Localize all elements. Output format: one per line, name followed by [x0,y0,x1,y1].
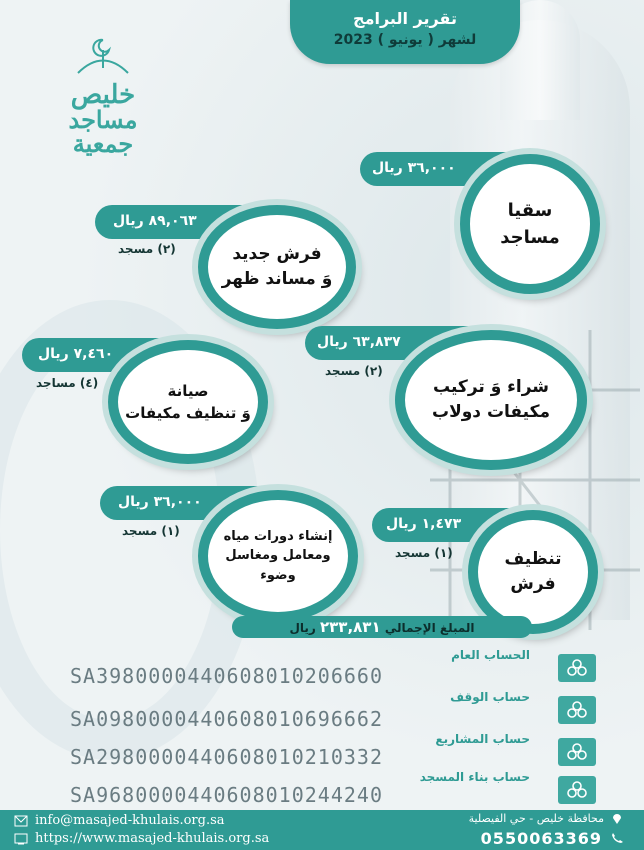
report-subtitle: لشهر ( يونيو ) 2023 [333,32,477,48]
svg-text:مساجد: مساجد [68,105,138,134]
program-name-line2: وَ مساند ظهر [221,269,333,289]
svg-text:خليص: خليص [70,80,136,110]
program-amount: ٦٣,٨٣٧ ريال [317,334,401,350]
program-name-line1: شراء وَ تركيب [433,376,549,397]
address-text: محافظة خليص - حي الفيصلية [468,812,604,825]
phone-number[interactable]: 0550063369 [480,829,602,848]
account-label-mosque-building: حساب بناء المسجد [419,770,530,784]
bank-icon [558,696,596,724]
total-value: ٢٣٣,٨٣١ [319,618,381,636]
program-name-line1: تنظيف [504,548,562,569]
program-amount: ١,٤٧٣ ريال [386,516,462,532]
program-name-line2: ومعامل ومغاسل [225,548,331,564]
email-link[interactable]: info@masajed-khulais.org.sa [35,813,225,828]
account-label-projects: حساب المشاريع [435,732,530,746]
account-iban-waqf: SA0980000440608010696662 [70,707,383,731]
account-iban-general: SA3980000440608010206660 [70,664,383,688]
account-label-waqf: حساب الوقف [450,690,530,704]
program-circle-carpets [198,205,356,329]
report-title: تقرير البرامج [353,9,457,28]
program-name-line1: إنشاء دورات مياه [223,528,333,544]
association-logo [28,28,178,158]
location-pin-icon [610,813,624,825]
program-circle-ac-install [395,330,587,470]
phone-icon [610,832,624,844]
program-amount: ٣٦,٠٠٠ ريال [118,494,202,510]
program-name-line2: فرش [510,574,556,594]
program-name-line2: مساجد [500,227,560,248]
program-circle-toilets [198,490,358,622]
program-name-line3: وضوء [260,567,296,583]
program-name-line2: وَ تنظيف مكيفات [125,404,251,422]
program-name-line2: مكيفات دولاب [432,402,551,422]
program-count: (٢) مسجد [118,242,176,256]
program-count: (٢) مسجد [325,364,383,378]
program-count: (١) مسجد [122,524,180,538]
svg-text:جمعية: جمعية [72,129,134,158]
program-circle-ac-maintenance [108,340,268,464]
bank-icon [558,738,596,766]
program-name-line1: صيانة [167,381,209,400]
report-header [290,0,520,64]
globe-icon [14,833,28,845]
account-iban-projects: SA2980000440608010210332 [70,745,383,769]
bank-icon [558,776,596,804]
program-name-line1: فرش جديد [232,243,322,264]
program-amount: ٧,٤٦٠ ريال [38,346,114,362]
program-count: (٤) مساجد [36,376,99,390]
total-amount-bar [232,616,532,638]
bank-icon [558,654,596,682]
program-amount: ٣٦,٠٠٠ ريال [372,160,456,176]
program-count: (١) مسجد [395,546,453,560]
total-label: المبلغ الإجمالي [384,621,475,635]
website-link[interactable]: https://www.masajed-khulais.org.sa [35,831,270,846]
total-currency: ريال [289,621,316,635]
program-circle-water [460,154,600,294]
email-icon [14,815,28,827]
program-name-line1: سقيا [507,200,553,221]
contact-footer [0,810,644,850]
account-label-general: الحساب العام [451,648,530,662]
program-amount: ٨٩,٠٦٣ ريال [113,213,197,229]
account-iban-mosque-building: SA9680000440608010244240 [70,783,383,807]
